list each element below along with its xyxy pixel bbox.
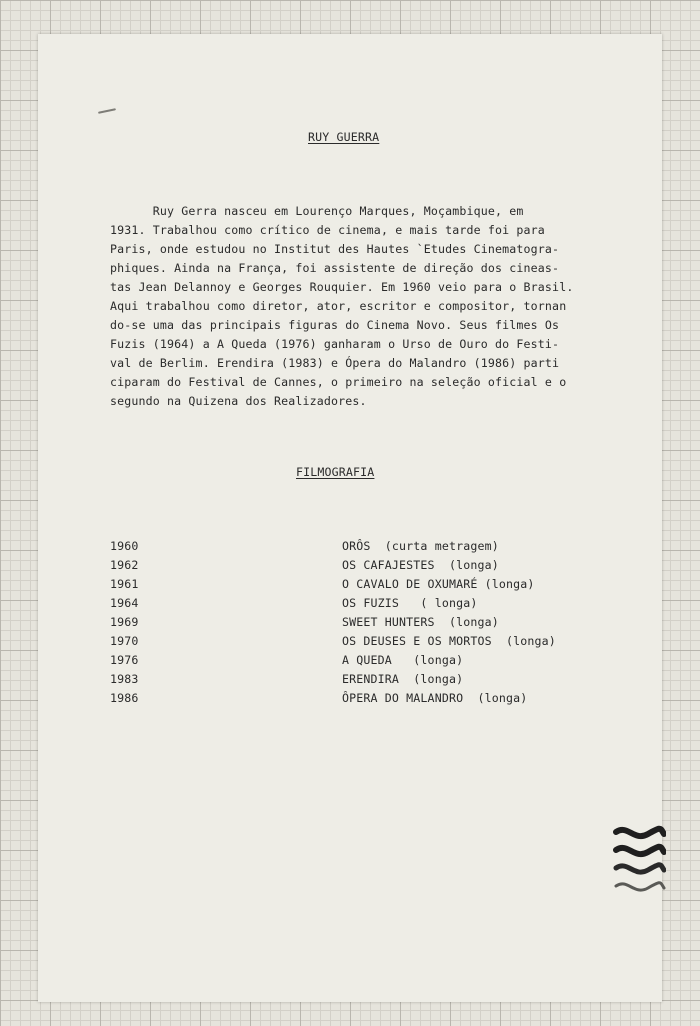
film-row — [110, 539, 590, 557]
film-row — [110, 653, 590, 671]
film-year: 1964 — [110, 596, 139, 610]
film-year: 1962 — [110, 558, 139, 572]
bio-line: ciparam do Festival de Cannes, o primeiro na seleção oficial e o — [110, 375, 567, 389]
film-row — [110, 691, 590, 709]
bio-line: 1931. Trabalhou como crítico de cinema, e mais tarde foi para — [110, 223, 545, 237]
film-row — [110, 672, 590, 690]
film-year: 1960 — [110, 539, 139, 553]
document-sheet — [38, 34, 662, 1002]
dark-wave-accent — [616, 829, 664, 890]
bio-line: phiques. Ainda na França, foi assistente de direção dos cineas- — [110, 261, 560, 275]
bio-line: Ruy Gerra nasceu em Lourenço Marques, Moçambique, em — [110, 204, 524, 218]
document-title: RUY GUERRA — [308, 130, 380, 144]
film-title: O CAVALO DE OXUMARÉ (longa) — [342, 577, 535, 591]
bio-line: tas Jean Delannoy e Georges Rouquier. Em 1960 veio para o Brasil. — [110, 280, 574, 294]
film-row — [110, 558, 590, 576]
film-title: OS FUZIS ( longa) — [342, 596, 478, 610]
bio-line: Paris, onde estudou no Institut des Hautes `Etudes Cinematogra- — [110, 242, 560, 256]
bio-line: val de Berlim. Erendira (1983) e Ópera do Malandro (1986) parti — [110, 356, 560, 370]
film-year: 1961 — [110, 577, 139, 591]
film-title: SWEET HUNTERS (longa) — [342, 615, 499, 629]
film-year: 1986 — [110, 691, 139, 705]
film-row — [110, 596, 590, 614]
film-title: ERENDIRA (longa) — [342, 672, 464, 686]
bio-line: Aqui trabalhou como diretor, ator, escritor e compositor, tornan — [110, 299, 567, 313]
film-year: 1976 — [110, 653, 139, 667]
film-row — [110, 634, 590, 652]
film-title: A QUEDA (longa) — [342, 653, 464, 667]
bio-line: do-se uma das principais figuras do Cinema Novo. Seus filmes Os — [110, 318, 560, 332]
film-title: OS CAFAJESTES (longa) — [342, 558, 499, 572]
film-year: 1970 — [110, 634, 139, 648]
film-year: 1983 — [110, 672, 139, 686]
film-row — [110, 615, 590, 633]
film-row — [110, 577, 590, 595]
filmography-heading: FILMOGRAFIA — [296, 465, 375, 479]
film-title: OS DEUSES E OS MORTOS (longa) — [342, 634, 556, 648]
filmography-list — [38, 34, 662, 734]
film-year: 1969 — [110, 615, 139, 629]
bio-line: Fuzis (1964) a A Queda (1976) ganharam o Urso de Ouro do Festi- — [110, 337, 560, 351]
bio-line: segundo na Quizena dos Realizadores. — [110, 394, 367, 408]
film-title: ORÔS (curta metragem) — [342, 539, 499, 553]
film-title: ÔPERA DO MALANDRO (longa) — [342, 691, 528, 705]
